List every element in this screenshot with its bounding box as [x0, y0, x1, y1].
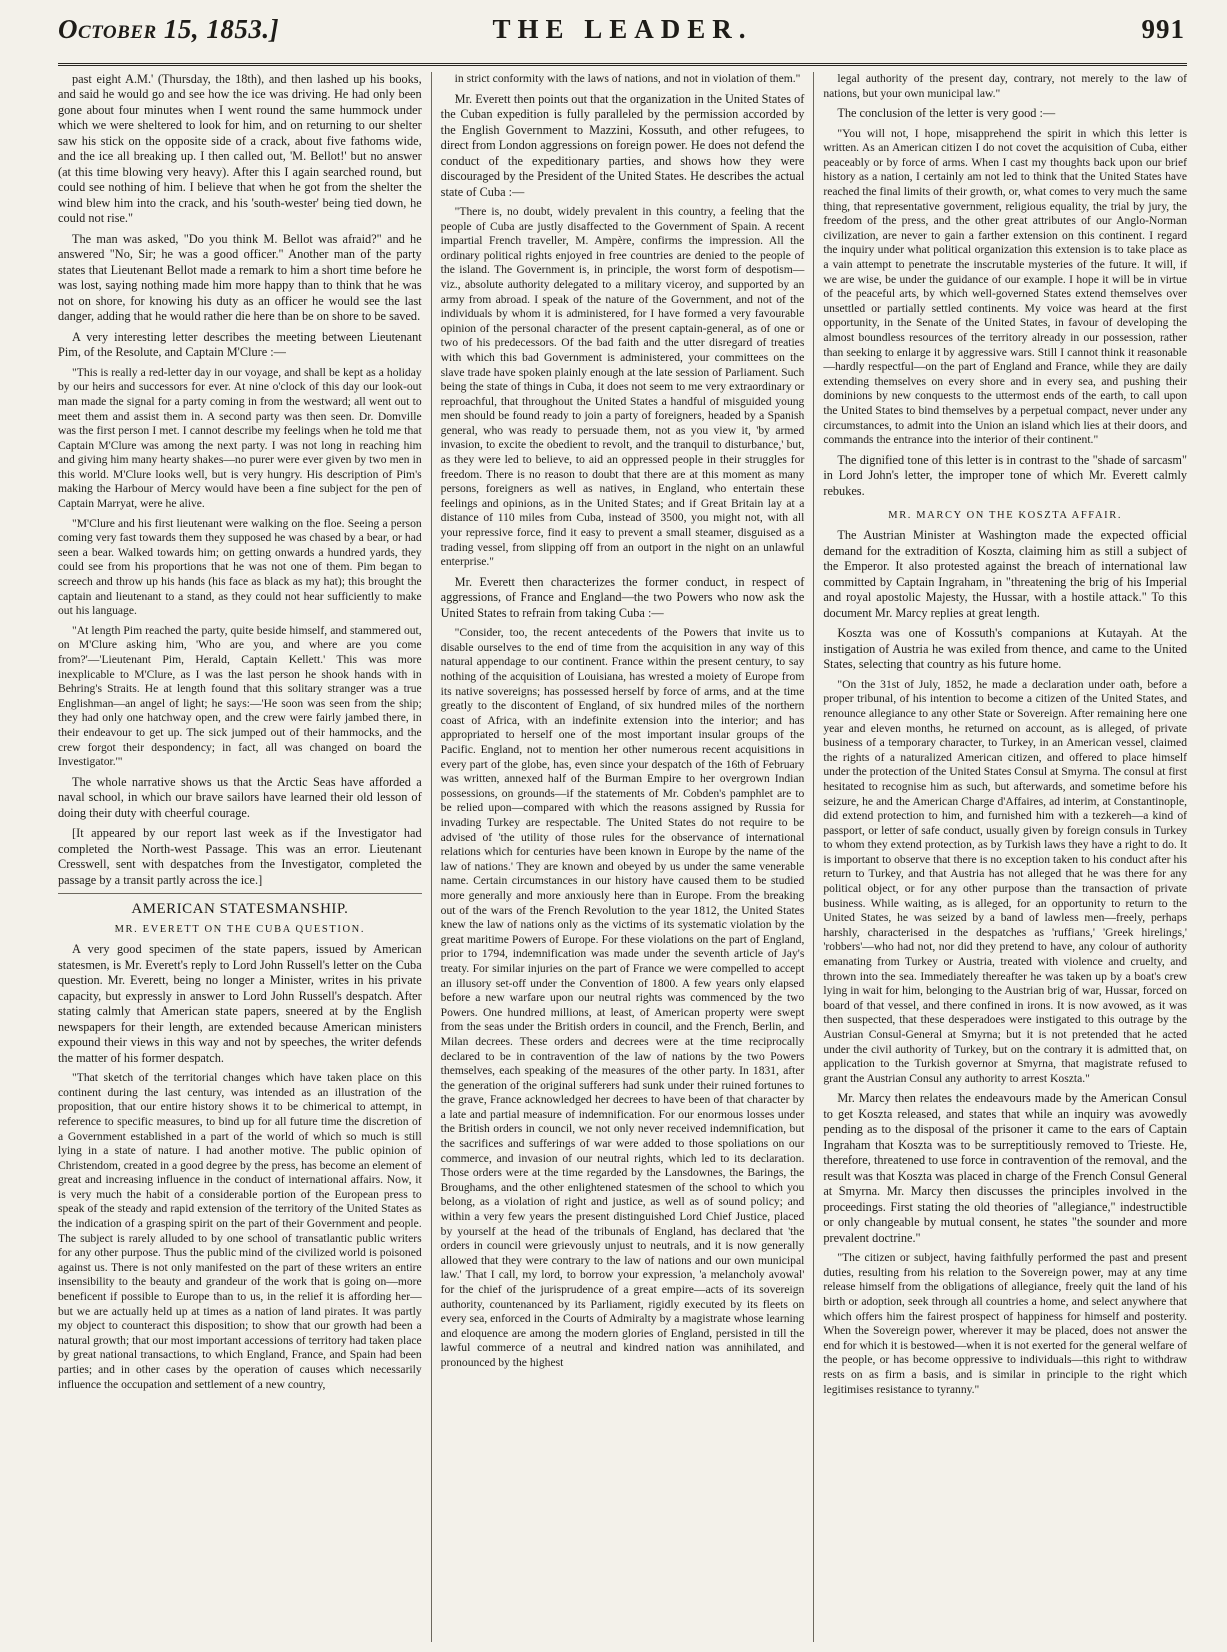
article-subheading: MR. EVERETT ON THE CUBA QUESTION.	[114, 924, 366, 936]
quoted-paragraph: "There is, no doubt, widely prevalent in this country, a feeling that the people of Cuba are justly disaffected to the Government of Spain. A recent impartial French traveller, M. Ampère, confirms the impression. All the ordinary political rights enjoyed in free countries are denied to the people of the island. The Government is, in principle, the worst form of despotism—viz., absolute authority delegated to a military viceroy, and supported by an army from abroad. I speak of the nature of the Government, and not of the individuals by whom it is administered, for I have formed a very favourable opinion of the personal character of the present captain-general, as of one or two of his predecessors. Of the bad faith and the utter disregard of treaties with which this bad Government is administered, your committees on the slave trade have spoken plainly enough at the late session of Parliament. Such being the state of things in Cuba, it does not seem to me very extraordinary or reproachful, that throughout the United States a handful of misguided young men should be found ready to join a party of foreigners, headed by a Spanish general, who was ready to persuade them, not as you view it, 'by armed invasion, to excite the obedient to revolt, and the tranquil to disturbance,' but, as they were led to believe, to aid an oppressed people in their struggles for freedom. There is no reason to doubt that there are at this moment as many persons, foreigners as well as natives, in England, who entertain these feelings and opinions, as in the United States; and if Great Britain lay at a distance of 110 miles from Cuba, instead of 3500, you might not, with all your repressive force, find it easy to prevent a small steamer, disguised as a trading vessel, from slipping off from an outport in the night on an unlawful enterprise."	[440, 204, 805, 569]
paragraph: The conclusion of the letter is very good :—	[837, 106, 1056, 121]
quoted-paragraph: "The citizen or subject, having faithfully performed the past and present duties, resulting from his relation to the Sovereign power, may at any time release himself from the obligations of allegiance, freely quit the land of his birth or adoption, seek through all countries a home, and select anywhere that which offers him the fairest prospect of happiness for himself and posterity. When the Sovereign power, wherever it may be placed, does not answer the end for which it is bestowed—when it is not exerted for the general welfare of the people, or has become oppressive to individuals—this right to withdraw rests on as firm a basis, and is similar in principle to the right which legitimises resistance to tyranny."	[823, 1251, 1188, 1396]
quoted-paragraph: "At length Pim reached the party, quite beside himself, and stammered out, on M'Clure asking him, 'Who are you, and where are you come from?'—'Lieutenant Pim, Herald, Captain Kellett.' This was more inexplicable to M'Clure, as I was the last person he shook hands with in Behring's Straits. He at length found that this solitary stranger was a true Englishman—an angel of light; he says:—'He soon was seen from the ship; they had only one hatchway open, and the crew were fairly jambed there, in their endeavour to get up. The sick jumped out of their hammocks, and the crew forgot their despondency; in fact, all was changed on board the Investigator.'"	[58, 623, 422, 769]
paragraph: A very good specimen of the state papers, issued by American statesmen, is Mr. Everett's reply to Lord John Russell's letter on the Cuba question. Mr. Everett, being no longer a Minister, writes in his private capacity, but expressly in answer to Lord John Russell's despatch. After stating calmly that American state papers, sneered at by the English newspapers for their length, are extended because American ministers expound their views in this way and not by speeches, the writer defends the matter of his former despatch.	[58, 942, 422, 1065]
page-number: 991	[1141, 14, 1185, 44]
masthead	[58, 0, 1187, 66]
quoted-paragraph: "This is really a red-letter day in our voyage, and shall be kept as a holiday by our heirs and successors for ever. At nine o'clock of this day our look-out man made the signal for a party coming in from the westward; all went out to meet them and assist them in. A second party was then seen. Dr. Domville was the first person I met. I cannot describe my feelings when he told me that Captain M'Clure was among the next party. I was not long in reaching him and giving him many hearty shakes—no purer were ever given by two men in this world. M'Clure looks well, but is very hungry. His description of Pim's making the Harbour of Mercy would have been a fine subject for the pen of Captain Marryat, were he alive.	[58, 365, 422, 511]
quoted-paragraph: legal authority of the present day, contrary, not merely to the law of nations, but your own municipal law."	[823, 72, 1188, 100]
paragraph: [It appeared by our report last week as if the Investigator had completed the North-west Passage. This was an error. Lieutenant Cresswell, sent with despatches from the Investigator, completed the passage by a transit partly across the ice.]	[58, 826, 422, 887]
paragraph: The Austrian Minister at Washington made the expected official demand for the extradition of Koszta, claiming him as still a subject of the Emperor. It also protested against the breach of international law committed by Captain Ingraham, in "threatening the brig of his Imperial and royal apostolic Majesty, the Hussar, with a hostile attack." To this document Mr. Marcy replies at great length.	[823, 528, 1188, 620]
section-heading: AMERICAN STATESMANSHIP.	[58, 893, 422, 919]
column-2	[431, 72, 814, 1642]
quoted-paragraph: "On the 31st of July, 1852, he made a declaration under oath, before a proper tribunal, of his intention to become a citizen of the United States, and renounce allegiance to any other State or Sovereign. After remaining here one year and eleven months, he returned on account, as is alleged, of private business of a temporary character, to Turkey, in an American vessel, claimed the rights of a naturalized American citizen, and offered to place himself under the protection of the United States Consul at Smyrna. The consul at first hesitated to recognise him as such, but afterwards, and sometime before his seizure, he and the American Charge d'Affaires, ad interim, at Constantinople, did extend protection to him, and furnished him with a tezkereh—a kind of passport, or letter of safe conduct, usually given by foreign consuls in Turkey to whom they extend protection, as by Turkish laws they have a right to do. It is important to observe that there is no exception taken to his conduct after his return to Turkey, and that Austria has not alleged that he was there for any political object, or for any other purpose than the transaction of private business. While waiting, as is alleged, for an opportunity to return to the United States, he was seized by a band of lawless men—freely, perhaps harshly, characterised in the despatches as 'ruffians,' 'Greek hirelings,' 'robbers'—who had not, nor did they pretend to have, any colour of authority emanating from Turkey or Austria, treated with violence and cruelty, and thrown into the sea. Immediately thereafter he was taken up by a boat's crew lying in wait for him, belonging to the Austrian brig of war, Hussar, forced on board of that vessel, and there confined in irons. It is now avowed, as it was then suspected, that these desperadoes were instigated to this outrage by the Austrian Consul-General at Smyrna; but it is not pretended that he acted under the civil authority of Turkey, but on the contrary it is admitted that, on application to the Turkish governor at Smyrna, that magistrate refused to grant the Austrian Consul any authority to arrest Koszta."	[823, 677, 1188, 1085]
quoted-paragraph: "You will not, I hope, misapprehend the spirit in which this letter is written. As an American citizen I do not covet the acquisition of Cuba, either peaceably or by force of arms. When I cast my thoughts back upon our brief history as a nation, I certainly am not led to think that the United States have reached the final limits of their growth, or, what comes to very much the same thing, that representative government, religious equality, the trial by jury, the freedom of the press, and the other great attributes of our Anglo-Norman civilization, are never to gain a farther extension on this continent. I regard the inquiry under what political organization this extension is to take place as a vain attempt to penetrate the inscrutable mysteries of the future. It will, if we are wise, be under the guidance of our example. I hope it will be in virtue of the peaceful arts, by which well-governed States extend themselves over unsettled or partially settled continents. My voice was heard at the first opportunity, in the Senate of the United States, in favour of developing the almost boundless resources of the territory already in our possession, rather than seeking to enlarge it by aggressive wars. Still I cannot think it reasonable—hardly respectful—on the part of England and France, while they are daily extending themselves on every shore and in every sea, and pushing their dominions by new conquests to the uttermost ends of the earth, to call upon the United States to bind themselves by a perpetual compact, never under any circumstances, to admit into the Union an island which lies at their doors, and commands the entrance into the interior of their continent."	[823, 126, 1188, 447]
paragraph: The whole narrative shows us that the Arctic Seas have afforded a naval school, in which our brave sailors have learned their old lesson of doing their duty with cheerful courage.	[58, 774, 422, 820]
quoted-paragraph: "M'Clure and his first lieutenant were walking on the floe. Seeing a person coming very fast towards them they supposed he was chased by a bear, or had seen a bear. Walked towards him; on getting onwards a hundred yards, they could see from his proportions that he was not one of them. Pim began to screech and throw up his hands (his face as black as my hat); this brought the captain and lieutenant to a stand, as they could not hear sufficiently to make out his language.	[58, 516, 422, 618]
paragraph: Koszta was one of Kossuth's companions at Kutayah. At the instigation of Austria he was exiled from thence, and came to the United States, selecting that country as his future home.	[823, 626, 1188, 672]
paragraph: The dignified tone of this letter is in contrast to the "shade of sarcasm" in Lord John's letter, the improper tone of which Mr. Everett calmly rebukes.	[823, 452, 1188, 498]
article-columns	[58, 72, 1187, 1642]
quoted-paragraph: "That sketch of the territorial changes which have taken place on this continent during the last century, was intended as an illustration of the proposition, that our entire history shows it to be chimerical to attempt, in reference to specific measures, to bind up for all future time the discretion of a Government established in a part of the world of which so much is still lying in a state of nature. I had another motive. The public opinion of Christendom, created in a good degree by the press, has become an element of great and increasing influence in the conduct of international affairs. Now, it is very much the habit of a considerable portion of the European press to speak of the steady and rapid extension of the territory of the United States as the indication of a grasping spirit on the part of their Government and people. The subject is rarely alluded to by one school of transatlantic public writers for any other purpose. Thus the public mind of the civilized world is poisoned against us. There is not only manifested on the part of these writers an entire insensibility to the beauty and grandeur of the work that is going on—more beneficent if possible to Europe than to us, in the relief it is affording her—but we are actually held up at times as a nation of land pirates. It was partly my object to counteract this disposition; to show that our growth had been a natural growth; that our most important accessions of territory had taken place by great national transactions, to which England, France, and Spain had been parties; and in other cases by the operation of causes which necessarily influence the occupation and settlement of a new country,	[58, 1071, 422, 1391]
paragraph: past eight A.M.' (Thursday, the 18th), and then lashed up his books, and said he would go and see how the ice was driving. He had only been gone about four minutes when I went round the same hummock under which we were sheltered to look for him, and on returning to our shelter saw his stick on the opposite side of a crack, about five fathoms wide, and the ice all breaking up. I then called out, 'M. Bellot!' but no answer (at this time blowing very heavy). After this I again searched round, but could see nothing of him. I believe that when he got from the shelter the wind blew him into the crack, and his 'south-wester' being tied down, he could not rise."	[58, 72, 422, 226]
quoted-paragraph: "Consider, too, the recent antecedents of the Powers that invite us to disable ourselves to the end of time from the acquisition in any way of this natural appendage to our continent. France within the present century, to say nothing of the acquisition of Louisiana, has wrested a moiety of Europe from its native sovereigns; has possessed herself by force of arms, and at the time greatly to the discontent of England, of six hundred miles of the northern coast of Africa, with an indefinite extension into the interior; and has appropriated to herself one of the most important insular groups of the Pacific. England, not to mention her other numerous recent acquisitions in every part of the globe, has, even since your despatch of the 16th of February was written, annexed half of the Burman Empire to her overgrown Indian possessions, on grounds—if the statements of Mr. Cobden's pamphlet are to be relied upon—compared with which the reasons assigned by Russia for invading Turkey are respectable. The United States do not require to be advised of 'the utility of those rules for the observance of international relations which for centuries have been known in Europe by the name of the law of nations.' They are known and obeyed by us under the same venerable name. Certain circumstances in our history have caused them to be studied more generally and more anxiously here than in Europe. From the breaking out of the wars of the French Revolution to the year 1812, the United States knew the law of nations only as the victims of its systematic violation by the great maritime Powers of Europe. For these violations on the part of England, prior to 1794, indemnification was made under the seventh article of Jay's treaty. For similar injuries on the part of France we were compelled to accept an illusory set-off under the Convention of 1800. A few years only elapsed before a new warfare upon our neutral rights was commenced by the two Powers. One hundred millions, at least, of American property were swept from the seas under the British orders in council, and the French, Berlin, and Milan decrees. These orders and decrees were at the time reciprocally declared to be in contravention of the law of nations by the two Powers themselves, each speaking of the measures of the other party. In 1831, after the generation of the original sufferers had sunk under their ruined fortunes to the grave, France acknowledged her decrees to have been of that character by a late and partial measure of indemnification. For our enormous losses under the British orders in council, we not only never received indemnification, but the sacrifices and sufferings of war were added to those spoliations on our commerce, and invasion of our neutral rights, which led to its declaration. Those orders were at the time regarded by the Lansdownes, the Barings, the Broughams, and the other enlightened statesmen of the school to which you belong, as a violation of right and justice, as well as of sound policy; and within a very few years the present distinguished Lord Chief Justice, placed by yourself at the head of the tribunals of England, has declared that 'the orders in council were grievously unjust to neutrals, and it is now generally allowed that they were contrary to the law of nations and our own municipal law.' That I call, my lord, to borrow your expression, 'a melancholy avowal' for the chief of the jurisprudence of a great empire—acts of its sovereign authority, countenanced by its Parliament, rigidly executed by its fleets on every sea, enforced in the Courts of Admiralty by a magistrate whose learning and eloquence are among the modern glories of England, persisted in till the lawful commerce of a neutral and kindred nation was annihilated, and pronounced by the highest	[440, 626, 805, 1369]
quoted-paragraph: in strict conformity with the laws of nations, and not in violation of them."	[454, 72, 801, 85]
paragraph: Mr. Marcy then relates the endeavours made by the American Consul to get Koszta released, and states that while an inquiry was avowedly pending as to the disposal of the prisoner it came to the ears of Captain Ingraham that Koszta was to be surreptitiously removed to Trieste. He, therefore, threatened to use force in contravention of the removal, and the result was that Koszta was placed in charge of the French Consul General at Smyrna. Mr. Marcy then discusses the principles involved in the proceedings. First stating the old theories of "allegiance," indestructible or only changeable by mutual consent, he states "the sounder and more prevalent doctrine."	[823, 1091, 1188, 1245]
article-subheading: MR. MARCY ON THE KOSZTA AFFAIR.	[888, 510, 1123, 522]
newspaper-title: THE LEADER.	[492, 14, 753, 44]
paragraph: The man was asked, "Do you think M. Bellot was afraid?" and he answered "No, Sir; he was a good officer." Another man of the party states that Lieutenant Bellot made a remark to him a short time before he was lost, saying nothing made him more happy than to think that he was not on shore, for knowing his duty as an officer he would see the last danger, adding that he would rather die here than be on shore to be saved.	[58, 231, 422, 324]
paragraph: Mr. Everett then points out that the organization in the United States of the Cuban expedition is fully paralleled by the permission accorded by the English Government to Mazzini, Kossuth, and other refugees, to direct from London aggressions on foreign power. He does not defend the conduct of the expeditionary parties, and shows how they were discouraged by the President of the United States. He describes the actual state of Cuba :—	[440, 91, 805, 199]
paragraph: A very interesting letter describes the meeting between Lieutenant Pim, of the Resolute, and Captain M'Clure :—	[58, 329, 422, 360]
column-1	[58, 72, 431, 1642]
masthead-rule	[58, 63, 1187, 66]
issue-date: October 15, 1853.]	[58, 14, 280, 44]
paragraph: Mr. Everett then characterizes the former conduct, in respect of aggressions, of France and England—the two Powers who now ask the United States to refrain from taking Cuba :—	[440, 574, 805, 620]
column-3	[813, 72, 1187, 1642]
